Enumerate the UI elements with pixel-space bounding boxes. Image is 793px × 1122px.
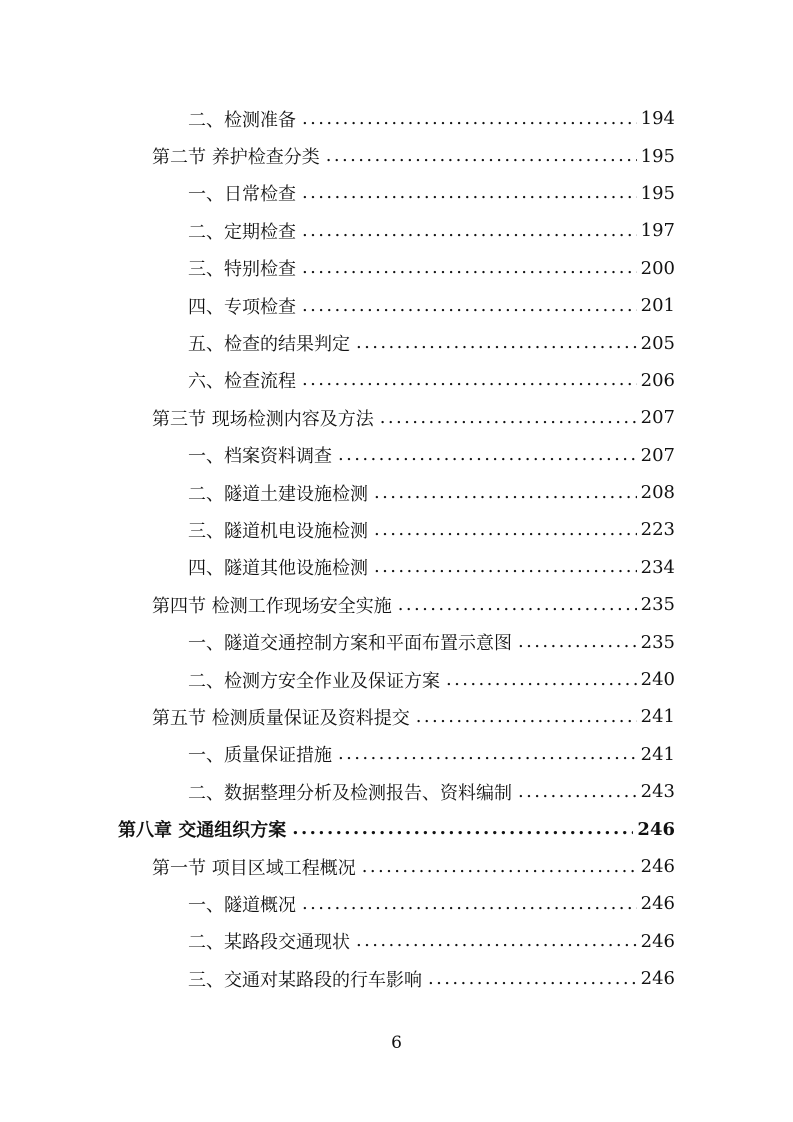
toc-dot-leader (302, 895, 637, 913)
toc-dot-leader (302, 371, 637, 389)
toc-entry-title: 第四节 检测工作现场安全实施 (152, 595, 392, 617)
toc-entry-title: 一、日常检查 (188, 184, 296, 206)
toc-dot-leader (326, 147, 637, 165)
toc-entry-page: 246 (640, 968, 675, 990)
toc-entry-title: 二、某路段交通现状 (188, 932, 350, 954)
toc-entry[interactable] (0, 549, 793, 586)
toc-entry-page: 195 (640, 182, 675, 204)
toc-dot-leader (518, 633, 637, 651)
toc-entry-page: 241 (640, 743, 675, 765)
toc-entry[interactable] (0, 960, 793, 997)
toc-dot-leader (380, 409, 637, 427)
toc-entry-page: 207 (640, 444, 675, 466)
toc-entry[interactable] (0, 137, 793, 174)
toc-entry[interactable] (0, 586, 793, 623)
toc-entry-title: 第三节 现场检测内容及方法 (152, 408, 374, 430)
toc-entry-page: 207 (640, 407, 675, 429)
toc-entry-title: 一、质量保证措施 (188, 745, 332, 767)
toc-entry-page: 243 (640, 781, 675, 803)
toc-entry-title: 二、检测方安全作业及保证方案 (188, 670, 440, 692)
toc-entry-page: 197 (640, 220, 675, 242)
toc-dot-leader (302, 297, 637, 315)
toc-entry-title: 第一节 项目区域工程概况 (152, 857, 356, 879)
toc-dot-leader (356, 334, 637, 352)
toc-entry-title: 二、检测准备 (188, 109, 296, 131)
toc-entry-title: 二、数据整理分析及检测报告、资料编制 (188, 782, 512, 804)
toc-dot-leader (338, 446, 637, 464)
toc-entry[interactable] (0, 810, 793, 847)
toc-entry-title: 第二节 养护检查分类 (152, 147, 320, 169)
page-number: 6 (391, 1033, 402, 1053)
toc-entry[interactable] (0, 885, 793, 922)
toc-entry[interactable] (0, 250, 793, 287)
toc-entry-page: 241 (640, 706, 675, 728)
toc-dot-leader (302, 222, 637, 240)
toc-entry[interactable] (0, 362, 793, 399)
toc-entry[interactable] (0, 773, 793, 810)
toc-entry[interactable] (0, 399, 793, 436)
toc-entry-title: 三、交通对某路段的行车影响 (188, 969, 422, 991)
toc-dot-leader (302, 110, 637, 128)
toc-entry-title: 一、隧道概况 (188, 894, 296, 916)
toc-entry[interactable] (0, 437, 793, 474)
toc-dot-leader (356, 932, 637, 950)
toc-entry[interactable] (0, 212, 793, 249)
toc-dot-leader (374, 521, 637, 539)
toc-entry-page: 194 (640, 108, 675, 130)
toc-dot-leader (292, 820, 633, 838)
toc-entry-page: 195 (640, 145, 675, 167)
toc-entry-title: 四、隧道其他设施检测 (188, 558, 368, 580)
toc-dot-leader (362, 858, 637, 876)
toc-entry[interactable] (0, 324, 793, 361)
toc-entry-title: 一、隧道交通控制方案和平面布置示意图 (188, 633, 512, 655)
toc-entry[interactable] (0, 287, 793, 324)
toc-entry-page: 206 (640, 369, 675, 391)
toc-dot-leader (398, 596, 637, 614)
toc-entry[interactable] (0, 848, 793, 885)
toc-entry-title: 六、检查流程 (188, 371, 296, 393)
toc-entry-page: 201 (640, 295, 675, 317)
toc-entry-page: 246 (637, 818, 675, 840)
toc-entry-title: 一、档案资料调查 (188, 446, 332, 468)
toc-entry[interactable] (0, 736, 793, 773)
toc-dot-leader (374, 558, 637, 576)
toc-entry[interactable] (0, 923, 793, 960)
toc-entry-title: 二、定期检查 (188, 221, 296, 243)
toc-entry-page: 200 (640, 257, 675, 279)
toc-entry-page: 246 (640, 930, 675, 952)
toc-entry[interactable] (0, 100, 793, 137)
toc-entry-title: 四、专项检查 (188, 296, 296, 318)
toc-entry-page: 234 (640, 556, 675, 578)
table-of-contents (0, 100, 793, 997)
toc-dot-leader (302, 259, 637, 277)
toc-entry[interactable] (0, 474, 793, 511)
toc-entry-page: 246 (640, 893, 675, 915)
toc-entry-title: 三、特别检查 (188, 259, 296, 281)
toc-entry-page: 208 (640, 482, 675, 504)
toc-entry-page: 223 (640, 519, 675, 541)
toc-dot-leader (302, 184, 637, 202)
toc-dot-leader (518, 783, 637, 801)
toc-entry-page: 205 (640, 332, 675, 354)
toc-entry-title: 第五节 检测质量保证及资料提交 (152, 707, 410, 729)
toc-entry[interactable] (0, 511, 793, 548)
toc-entry-page: 246 (640, 856, 675, 877)
toc-dot-leader (338, 745, 637, 763)
toc-entry[interactable] (0, 175, 793, 212)
toc-entry-page: 235 (640, 594, 675, 616)
toc-entry[interactable] (0, 661, 793, 698)
toc-entry-title: 三、隧道机电设施检测 (188, 520, 368, 542)
toc-dot-leader (428, 970, 637, 988)
toc-dot-leader (446, 671, 637, 689)
toc-entry[interactable] (0, 623, 793, 660)
toc-entry-page: 235 (640, 631, 675, 653)
toc-dot-leader (416, 708, 637, 726)
toc-entry-page: 240 (640, 669, 675, 691)
toc-entry[interactable] (0, 698, 793, 735)
toc-entry-title: 二、隧道土建设施检测 (188, 483, 368, 505)
toc-entry-title: 五、检查的结果判定 (188, 334, 350, 356)
toc-entry-title: 第八章 交通组织方案 (118, 820, 287, 842)
toc-dot-leader (374, 484, 637, 502)
